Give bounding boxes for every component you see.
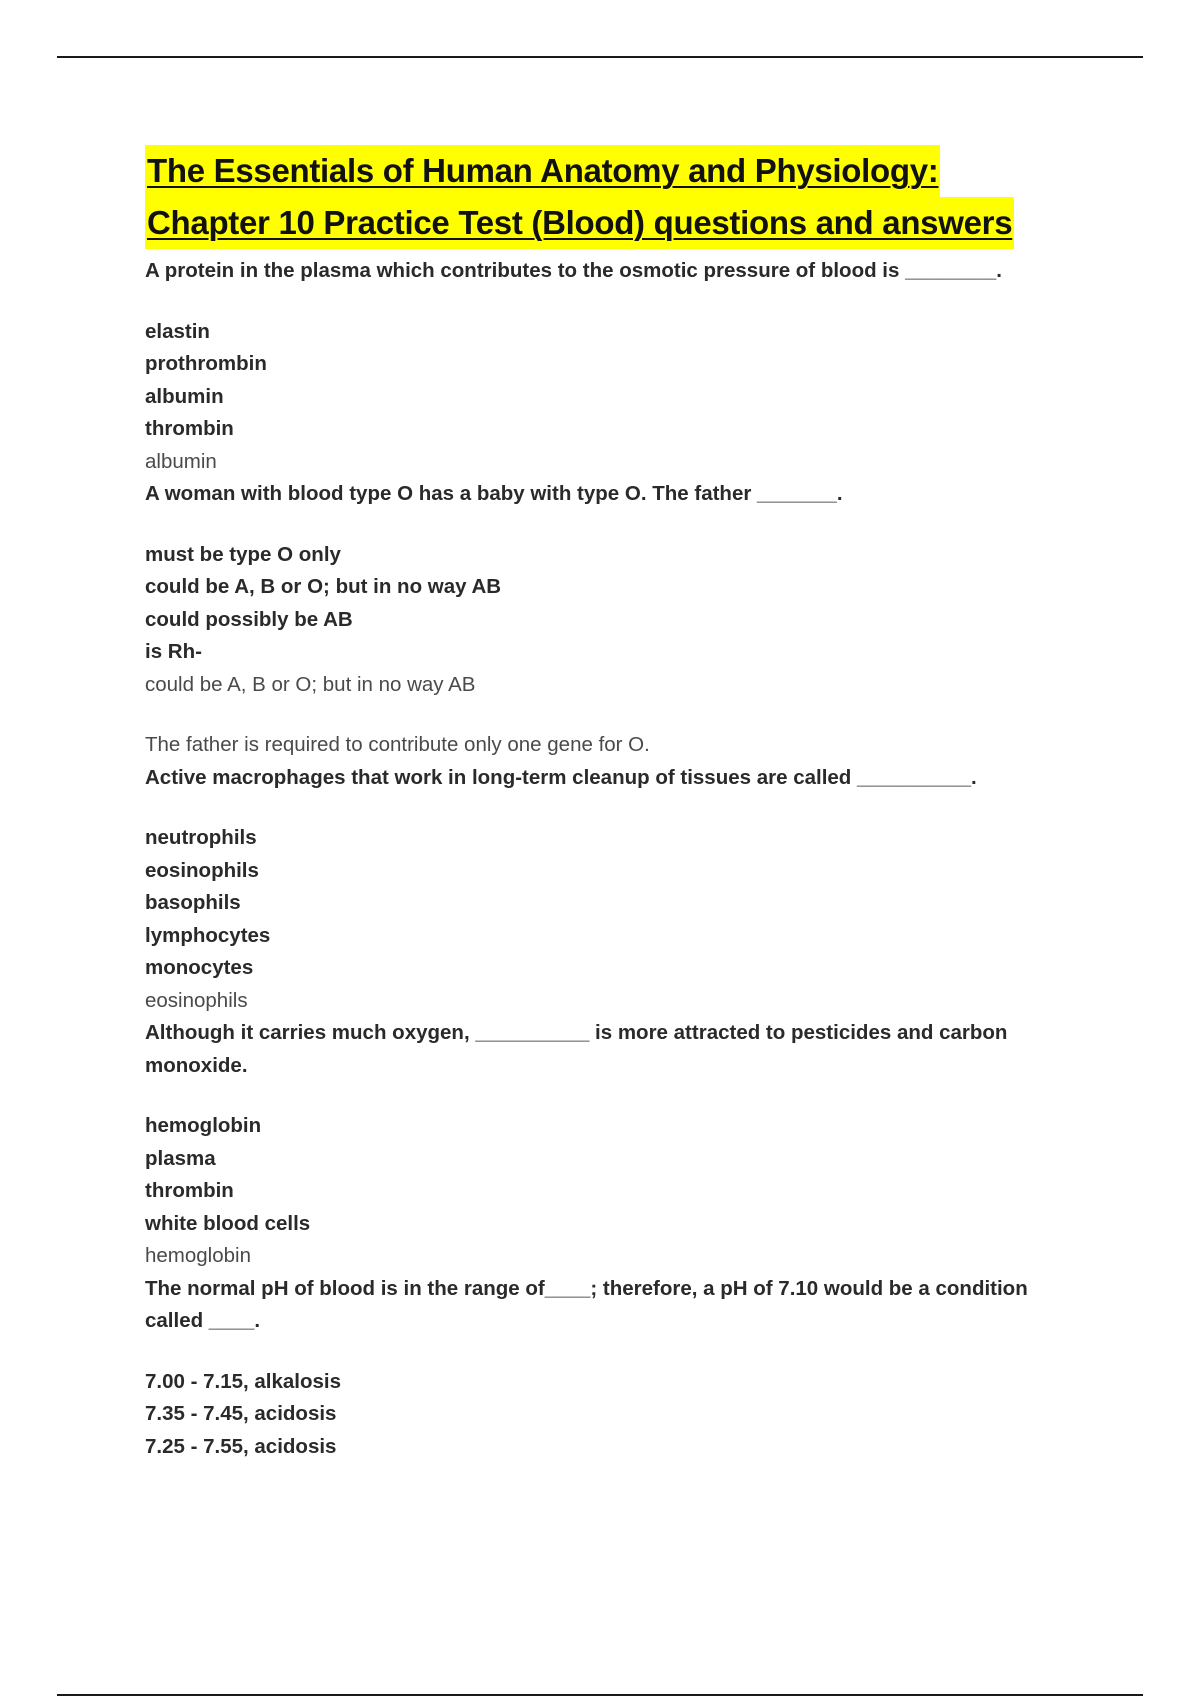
option-item: monocytes	[145, 956, 254, 979]
option-item: albumin	[145, 384, 224, 408]
option-item: 7.25 - 7.55, acidosis	[145, 1434, 337, 1458]
explanation-text: The father is required to contribute only one gene for O.	[145, 733, 650, 756]
option-item: elastin	[145, 319, 210, 343]
question-block-5	[145, 1273, 1085, 1464]
option-item: neutrophils	[145, 826, 257, 849]
title-line-2: Chapter 10 Practice Test (Blood) questions and answers	[145, 197, 1014, 249]
option-item: lymphocytes	[145, 923, 271, 947]
title-line-1: The Essentials of Human Anatomy and Physiology:	[145, 145, 940, 197]
answer-text: eosinophils	[145, 988, 248, 1012]
answer-text: could be A, B or O; but in no way AB	[145, 672, 476, 696]
question-text: Active macrophages that work in long-term cleanup of tissues are called __________.	[145, 765, 977, 789]
document-title	[145, 145, 1085, 249]
option-item: could possibly be AB	[145, 607, 353, 631]
option-item: 7.00 - 7.15, alkalosis	[145, 1369, 342, 1393]
document-page	[145, 145, 1085, 1463]
option-item: thrombin	[145, 1179, 234, 1202]
option-item: is Rh-	[145, 640, 202, 663]
answer-text: albumin	[145, 449, 217, 473]
question-block-2	[145, 478, 1085, 762]
question-block-3	[145, 762, 1085, 1018]
option-item: 7.35 - 7.45, acidosis	[145, 1402, 337, 1425]
option-item: thrombin	[145, 417, 234, 440]
option-item: eosinophils	[145, 858, 259, 882]
question-block-1	[145, 255, 1085, 478]
option-item: prothrombin	[145, 352, 267, 375]
option-item: plasma	[145, 1146, 216, 1170]
option-item: must be type O only	[145, 542, 341, 566]
bottom-rule	[57, 1694, 1143, 1696]
question-text: A woman with blood type O has a baby with type O. The father _______.	[145, 482, 843, 505]
question-text: The normal pH of blood is in the range of____; therefore, a pH of 7.10 would be a condition called ____.	[145, 1276, 1028, 1332]
option-item: could be A, B or O; but in no way AB	[145, 575, 502, 598]
question-block-4	[145, 1017, 1085, 1273]
question-text: A protein in the plasma which contributes to the osmotic pressure of blood is ________.	[145, 259, 1003, 282]
option-item: white blood cells	[145, 1211, 311, 1235]
option-item: hemoglobin	[145, 1114, 262, 1137]
option-item: basophils	[145, 891, 241, 914]
question-text: Although it carries much oxygen, __________ is more attracted to pesticides and carbon monoxide.	[145, 1021, 1008, 1077]
top-rule	[57, 56, 1143, 58]
answer-text: hemoglobin	[145, 1244, 251, 1267]
